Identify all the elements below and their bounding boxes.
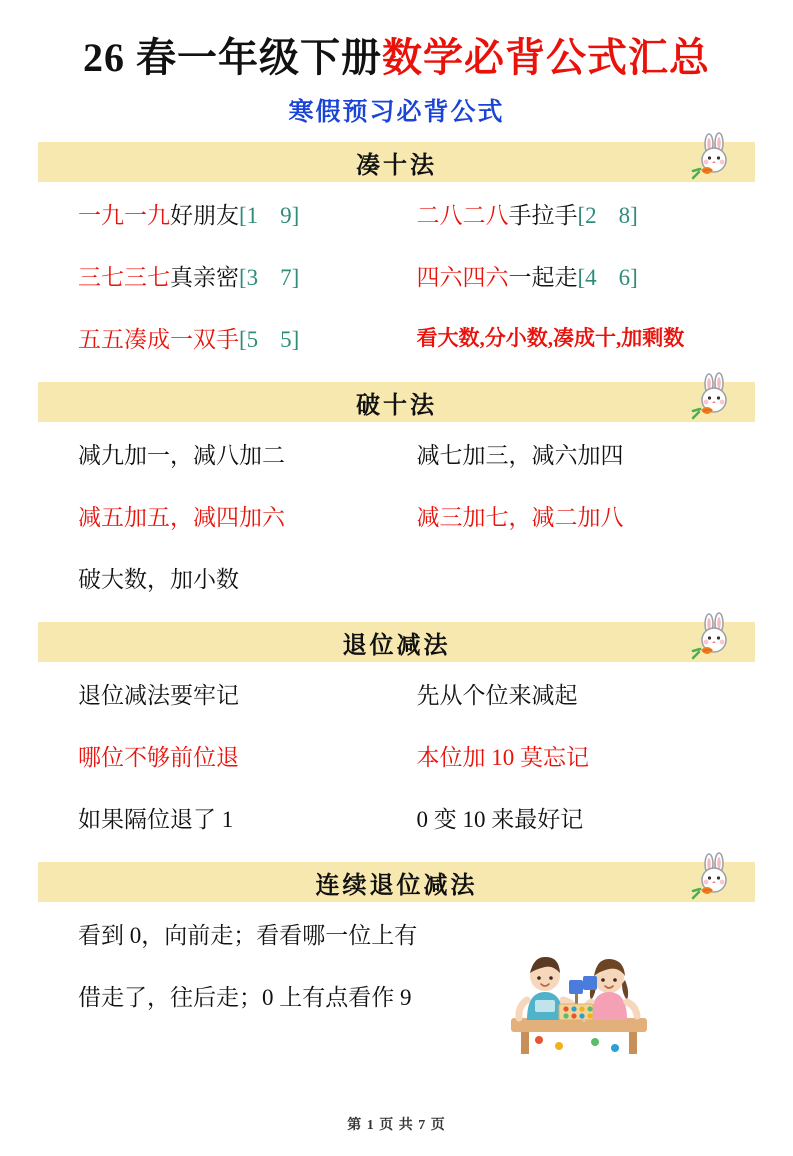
section-band-3 [38,622,755,662]
page-footer: 第 1 页 共 7 页 [347,1118,446,1133]
section-rows-3 [38,662,755,848]
formula-row [56,662,737,724]
formula-red-text: 二八二八 [416,202,509,228]
section-title-2: 破十法 [356,392,437,419]
page-title-black: 26 春一年级下册 [83,35,382,80]
formula-row [56,422,737,484]
formula-cell [56,197,399,230]
formula-red-text: 三七三七 [78,264,170,290]
section-title-4: 连续退位减法 [315,872,478,899]
formula-cell: 减九加一，减八加二 [78,442,285,468]
formula-row [56,182,737,244]
formula-note [399,322,738,352]
section-band-4 [38,862,755,902]
bunny-icon-4 [685,850,747,912]
formula-cell: 看到 0，向前走；看看哪一位上有 [78,922,418,948]
formula-cell [56,259,399,292]
formula-row [56,724,737,786]
bunny-icon-1 [685,130,747,192]
formula-number-close: 7] [280,264,300,290]
section-rows-2 [38,422,755,608]
formula-black-text: 一起走 [508,264,578,290]
document-page [0,34,793,1156]
page-title-red: 数学必背公式汇总 [382,35,710,80]
formula-row [56,306,737,368]
formula-cell: 如果隔位退了 1 [78,806,234,832]
formula-number-close: 6] [618,264,638,290]
formula-black-text: 手拉手 [508,202,578,228]
formula-cell [399,197,738,230]
bunny-icon-3 [685,610,747,672]
formula-cell: 减五加五，减四加六 [78,504,285,530]
formula-cell: 哪位不够前位退 [78,744,239,770]
formula-cell: 破大数，加小数 [78,566,239,592]
formula-number-open: [4 [577,264,597,290]
bunny-icon-2 [685,370,747,432]
formula-red-text: 四六四六 [416,264,509,290]
formula-number-close: 9] [280,202,300,228]
formula-number-open: [5 [239,326,259,352]
formula-black-text: 好朋友 [170,202,239,228]
formula-number-open: [1 [239,202,259,228]
section-title-3: 退位减法 [342,632,451,659]
formula-cell: 减七加三，减六加四 [416,442,624,468]
kids-illustration [483,940,673,1060]
formula-row [56,546,737,608]
formula-cell [399,259,738,292]
formula-cell [56,321,399,354]
formula-red-text: 一九一九 [78,202,170,228]
page-title [38,34,755,82]
formula-cell: 减三加七，减二加八 [416,504,624,530]
formula-cell: 0 变 10 来最好记 [416,806,584,832]
page-subtitle: 寒假预习必背公式 [288,99,505,126]
formula-cell: 先从个位来减起 [416,682,578,708]
formula-row [56,786,737,848]
formula-cell: 本位加 10 莫忘记 [416,744,589,770]
section-band-1 [38,142,755,182]
formula-number-close: 5] [280,326,300,352]
formula-red-text: 五五凑成一双手 [78,326,239,352]
section-title-1: 凑十法 [356,152,437,179]
formula-row [56,484,737,546]
formula-note-text: 看大数,分小数,凑成十,加剩数 [416,326,685,350]
formula-row [56,244,737,306]
formula-black-text: 真亲密 [170,264,239,290]
section-band-2 [38,382,755,422]
formula-number-open: [2 [577,202,597,228]
formula-number-close: 8] [618,202,638,228]
formula-cell: 借走了，往后走；0 上有点看作 9 [78,984,412,1010]
formula-number-open: [3 [239,264,259,290]
formula-cell: 退位减法要牢记 [78,682,239,708]
section-rows-1 [38,182,755,368]
